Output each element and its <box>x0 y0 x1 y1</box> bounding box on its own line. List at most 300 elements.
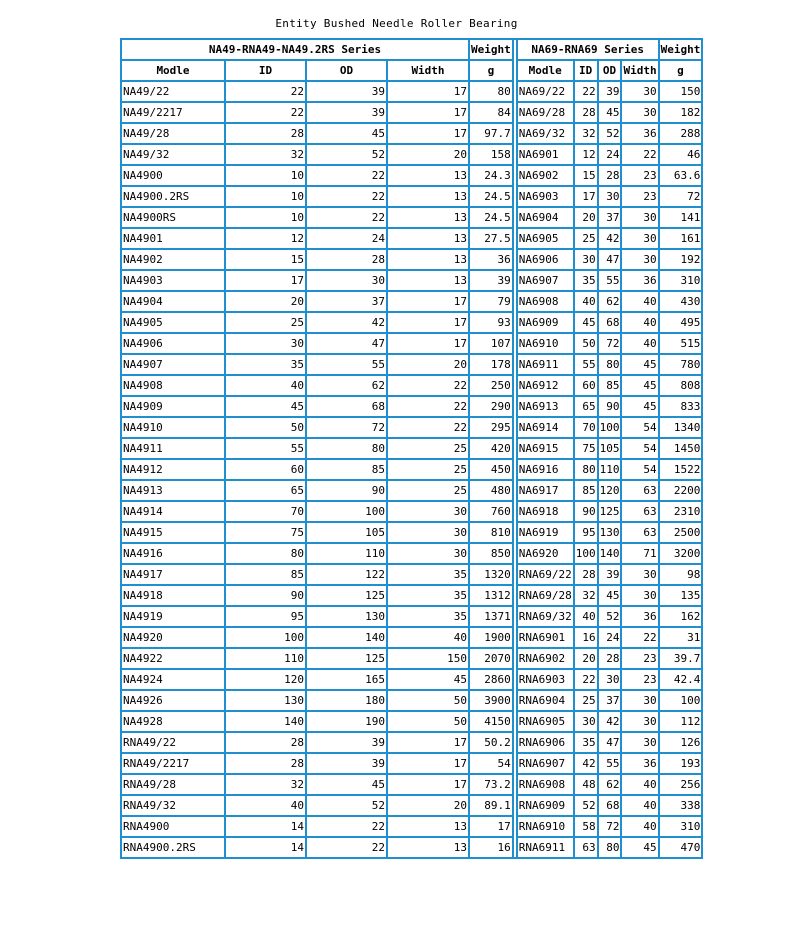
left-cell-width: 22 <box>387 417 469 438</box>
left-cell-model: NA4924 <box>121 669 225 690</box>
left-cell-width: 17 <box>387 774 469 795</box>
left-cell-model: NA4920 <box>121 627 225 648</box>
right-cell-od: 80 <box>598 354 622 375</box>
right-cell-width: 22 <box>621 627 658 648</box>
table-row <box>121 123 702 144</box>
left-cell-id: 45 <box>225 396 306 417</box>
right-cell-model: NA69/28 <box>517 102 574 123</box>
table-row <box>121 732 702 753</box>
left-cell-od: 122 <box>306 564 387 585</box>
left-cell-od: 165 <box>306 669 387 690</box>
left-cell-od: 22 <box>306 186 387 207</box>
right-cell-od: 55 <box>598 270 622 291</box>
right-cell-width: 30 <box>621 249 658 270</box>
left-cell-weight: 54 <box>469 753 513 774</box>
left-cell-model: NA4909 <box>121 396 225 417</box>
right-cell-od: 90 <box>598 396 622 417</box>
table-row <box>121 816 702 837</box>
right-cell-weight: 150 <box>659 81 703 102</box>
right-weight-header: Weight <box>659 39 703 60</box>
right-cell-model: RNA6910 <box>517 816 574 837</box>
left-cell-od: 68 <box>306 396 387 417</box>
left-cell-od: 39 <box>306 102 387 123</box>
right-cell-width: 40 <box>621 333 658 354</box>
left-cell-width: 13 <box>387 207 469 228</box>
right-cell-width: 30 <box>621 102 658 123</box>
table-row <box>121 753 702 774</box>
left-cell-id: 130 <box>225 690 306 711</box>
right-cell-model: NA6901 <box>517 144 574 165</box>
right-cell-id: 42 <box>574 753 598 774</box>
right-cell-model: NA6910 <box>517 333 574 354</box>
left-cell-id: 65 <box>225 480 306 501</box>
table-row <box>121 837 702 858</box>
right-cell-width: 30 <box>621 564 658 585</box>
right-cell-width: 40 <box>621 795 658 816</box>
left-cell-model: NA4905 <box>121 312 225 333</box>
left-cell-model: NA4915 <box>121 522 225 543</box>
right-cell-id: 32 <box>574 585 598 606</box>
left-cell-od: 45 <box>306 123 387 144</box>
table-row <box>121 627 702 648</box>
right-cell-model: RNA69/28 <box>517 585 574 606</box>
left-cell-od: 37 <box>306 291 387 312</box>
left-cell-weight: 80 <box>469 81 513 102</box>
left-cell-width: 30 <box>387 501 469 522</box>
left-cell-id: 22 <box>225 102 306 123</box>
right-col-model: Modle <box>517 60 574 81</box>
right-cell-weight: 310 <box>659 816 703 837</box>
left-cell-od: 85 <box>306 459 387 480</box>
left-cell-weight: 480 <box>469 480 513 501</box>
table-row <box>121 648 702 669</box>
left-cell-id: 40 <box>225 375 306 396</box>
left-cell-id: 40 <box>225 795 306 816</box>
left-cell-width: 25 <box>387 480 469 501</box>
left-cell-width: 150 <box>387 648 469 669</box>
right-cell-od: 68 <box>598 795 622 816</box>
left-col-width: Width <box>387 60 469 81</box>
left-cell-id: 140 <box>225 711 306 732</box>
left-cell-weight: 73.2 <box>469 774 513 795</box>
left-cell-width: 20 <box>387 144 469 165</box>
right-cell-model: RNA6908 <box>517 774 574 795</box>
table-row <box>121 480 702 501</box>
right-cell-id: 48 <box>574 774 598 795</box>
right-cell-model: RNA6904 <box>517 690 574 711</box>
left-cell-model: NA49/28 <box>121 123 225 144</box>
right-cell-width: 36 <box>621 123 658 144</box>
right-cell-width: 30 <box>621 690 658 711</box>
right-cell-weight: 256 <box>659 774 703 795</box>
right-cell-width: 30 <box>621 207 658 228</box>
left-cell-id: 10 <box>225 186 306 207</box>
left-cell-model: RNA49/28 <box>121 774 225 795</box>
right-cell-weight: 112 <box>659 711 703 732</box>
right-cell-model: NA6916 <box>517 459 574 480</box>
right-cell-width: 30 <box>621 228 658 249</box>
right-cell-od: 85 <box>598 375 622 396</box>
table-title: Entity Bushed Needle Roller Bearing <box>275 17 518 30</box>
left-cell-model: NA4908 <box>121 375 225 396</box>
right-cell-width: 36 <box>621 270 658 291</box>
left-cell-width: 13 <box>387 186 469 207</box>
right-cell-weight: 72 <box>659 186 703 207</box>
right-cell-width: 23 <box>621 648 658 669</box>
left-cell-width: 30 <box>387 543 469 564</box>
right-cell-weight: 63.6 <box>659 165 703 186</box>
right-cell-model: NA6906 <box>517 249 574 270</box>
right-cell-id: 75 <box>574 438 598 459</box>
right-cell-weight: 161 <box>659 228 703 249</box>
left-cell-model: RNA49/22 <box>121 732 225 753</box>
left-cell-model: NA4902 <box>121 249 225 270</box>
left-col-weight-unit: g <box>469 60 513 81</box>
right-cell-weight: 39.7 <box>659 648 703 669</box>
right-cell-width: 45 <box>621 354 658 375</box>
left-cell-weight: 450 <box>469 459 513 480</box>
right-cell-od: 100 <box>598 417 622 438</box>
left-cell-weight: 2070 <box>469 648 513 669</box>
left-cell-id: 70 <box>225 501 306 522</box>
right-cell-model: RNA6911 <box>517 837 574 858</box>
left-cell-weight: 1900 <box>469 627 513 648</box>
table-row <box>121 459 702 480</box>
right-cell-weight: 126 <box>659 732 703 753</box>
left-cell-model: NA49/22 <box>121 81 225 102</box>
right-cell-od: 52 <box>598 606 622 627</box>
left-cell-model: NA49/32 <box>121 144 225 165</box>
right-cell-id: 58 <box>574 816 598 837</box>
right-cell-od: 140 <box>598 543 622 564</box>
right-cell-weight: 1340 <box>659 417 703 438</box>
left-cell-width: 25 <box>387 438 469 459</box>
left-cell-od: 28 <box>306 249 387 270</box>
left-cell-od: 22 <box>306 207 387 228</box>
left-cell-model: NA4926 <box>121 690 225 711</box>
left-cell-width: 17 <box>387 732 469 753</box>
right-cell-model: NA6904 <box>517 207 574 228</box>
left-cell-id: 20 <box>225 291 306 312</box>
table-row <box>121 228 702 249</box>
left-cell-width: 17 <box>387 123 469 144</box>
right-cell-id: 20 <box>574 207 598 228</box>
right-cell-od: 39 <box>598 81 622 102</box>
right-cell-weight: 1450 <box>659 438 703 459</box>
right-cell-od: 24 <box>598 627 622 648</box>
left-cell-od: 39 <box>306 81 387 102</box>
left-cell-id: 14 <box>225 837 306 858</box>
right-cell-weight: 100 <box>659 690 703 711</box>
right-cell-id: 15 <box>574 165 598 186</box>
right-cell-id: 40 <box>574 291 598 312</box>
right-cell-id: 85 <box>574 480 598 501</box>
right-col-id: ID <box>574 60 598 81</box>
right-cell-id: 22 <box>574 81 598 102</box>
left-cell-width: 30 <box>387 522 469 543</box>
right-cell-id: 12 <box>574 144 598 165</box>
left-cell-id: 15 <box>225 249 306 270</box>
right-cell-width: 40 <box>621 312 658 333</box>
right-cell-od: 62 <box>598 291 622 312</box>
right-cell-model: NA6907 <box>517 270 574 291</box>
left-cell-weight: 16 <box>469 837 513 858</box>
left-cell-weight: 850 <box>469 543 513 564</box>
left-cell-od: 105 <box>306 522 387 543</box>
right-cell-id: 60 <box>574 375 598 396</box>
right-cell-width: 54 <box>621 438 658 459</box>
left-cell-id: 32 <box>225 774 306 795</box>
table-row <box>121 102 702 123</box>
left-cell-weight: 158 <box>469 144 513 165</box>
right-cell-model: NA6908 <box>517 291 574 312</box>
right-cell-width: 40 <box>621 774 658 795</box>
right-cell-model: RNA6905 <box>517 711 574 732</box>
left-cell-width: 35 <box>387 564 469 585</box>
left-cell-od: 72 <box>306 417 387 438</box>
left-cell-model: RNA49/32 <box>121 795 225 816</box>
right-cell-width: 36 <box>621 753 658 774</box>
table-row <box>121 522 702 543</box>
right-cell-weight: 42.4 <box>659 669 703 690</box>
right-cell-model: RNA6903 <box>517 669 574 690</box>
right-cell-weight: 1522 <box>659 459 703 480</box>
right-cell-weight: 780 <box>659 354 703 375</box>
right-cell-id: 25 <box>574 228 598 249</box>
right-cell-model: NA6902 <box>517 165 574 186</box>
left-cell-id: 30 <box>225 333 306 354</box>
left-cell-od: 140 <box>306 627 387 648</box>
table-row <box>121 375 702 396</box>
left-cell-id: 10 <box>225 165 306 186</box>
right-cell-od: 80 <box>598 837 622 858</box>
left-cell-od: 52 <box>306 144 387 165</box>
right-cell-model: NA6909 <box>517 312 574 333</box>
left-cell-weight: 295 <box>469 417 513 438</box>
right-cell-weight: 3200 <box>659 543 703 564</box>
right-cell-od: 130 <box>598 522 622 543</box>
right-cell-model: NA69/32 <box>517 123 574 144</box>
right-cell-model: RNA6902 <box>517 648 574 669</box>
right-cell-model: NA6915 <box>517 438 574 459</box>
left-cell-model: NA4900RS <box>121 207 225 228</box>
right-cell-weight: 162 <box>659 606 703 627</box>
left-cell-model: NA4900 <box>121 165 225 186</box>
left-weight-header: Weight <box>469 39 513 60</box>
left-cell-width: 17 <box>387 102 469 123</box>
right-cell-weight: 31 <box>659 627 703 648</box>
right-cell-model: NA6905 <box>517 228 574 249</box>
left-cell-width: 20 <box>387 354 469 375</box>
right-cell-width: 45 <box>621 375 658 396</box>
left-cell-id: 75 <box>225 522 306 543</box>
left-cell-width: 13 <box>387 270 469 291</box>
right-cell-od: 28 <box>598 648 622 669</box>
right-cell-id: 63 <box>574 837 598 858</box>
table-row <box>121 333 702 354</box>
left-cell-id: 80 <box>225 543 306 564</box>
left-cell-weight: 84 <box>469 102 513 123</box>
left-cell-weight: 4150 <box>469 711 513 732</box>
left-series-header: NA49-RNA49-NA49.2RS Series <box>121 39 469 60</box>
left-cell-model: NA4907 <box>121 354 225 375</box>
right-cell-od: 62 <box>598 774 622 795</box>
table-row <box>121 291 702 312</box>
right-cell-weight: 470 <box>659 837 703 858</box>
right-cell-model: NA6912 <box>517 375 574 396</box>
left-cell-model: RNA4900 <box>121 816 225 837</box>
table-row <box>121 669 702 690</box>
right-cell-id: 28 <box>574 564 598 585</box>
right-cell-width: 71 <box>621 543 658 564</box>
left-cell-id: 95 <box>225 606 306 627</box>
left-cell-od: 22 <box>306 165 387 186</box>
right-cell-id: 45 <box>574 312 598 333</box>
left-cell-weight: 36 <box>469 249 513 270</box>
right-cell-id: 25 <box>574 690 598 711</box>
right-cell-weight: 98 <box>659 564 703 585</box>
left-cell-id: 35 <box>225 354 306 375</box>
left-cell-od: 42 <box>306 312 387 333</box>
left-cell-od: 22 <box>306 837 387 858</box>
bearing-spec-table <box>120 38 703 859</box>
right-col-width: Width <box>621 60 658 81</box>
left-cell-weight: 2860 <box>469 669 513 690</box>
left-cell-width: 22 <box>387 396 469 417</box>
left-cell-width: 22 <box>387 375 469 396</box>
right-cell-weight: 141 <box>659 207 703 228</box>
left-cell-weight: 1371 <box>469 606 513 627</box>
left-cell-od: 80 <box>306 438 387 459</box>
right-cell-model: RNA6907 <box>517 753 574 774</box>
right-cell-width: 63 <box>621 480 658 501</box>
left-cell-id: 10 <box>225 207 306 228</box>
right-cell-od: 125 <box>598 501 622 522</box>
left-cell-weight: 50.2 <box>469 732 513 753</box>
right-cell-od: 47 <box>598 732 622 753</box>
right-cell-id: 20 <box>574 648 598 669</box>
right-cell-width: 23 <box>621 669 658 690</box>
left-cell-od: 110 <box>306 543 387 564</box>
table-row <box>121 270 702 291</box>
left-cell-model: NA4916 <box>121 543 225 564</box>
left-cell-weight: 420 <box>469 438 513 459</box>
column-header-row <box>121 60 702 81</box>
table-row <box>121 417 702 438</box>
right-cell-id: 30 <box>574 711 598 732</box>
left-cell-id: 22 <box>225 81 306 102</box>
right-cell-weight: 182 <box>659 102 703 123</box>
right-cell-model: NA6917 <box>517 480 574 501</box>
right-cell-width: 30 <box>621 585 658 606</box>
left-cell-model: NA4904 <box>121 291 225 312</box>
right-cell-id: 40 <box>574 606 598 627</box>
left-cell-width: 13 <box>387 165 469 186</box>
left-cell-width: 13 <box>387 816 469 837</box>
left-cell-id: 17 <box>225 270 306 291</box>
right-cell-width: 63 <box>621 522 658 543</box>
right-cell-id: 22 <box>574 669 598 690</box>
right-cell-id: 90 <box>574 501 598 522</box>
left-cell-weight: 1320 <box>469 564 513 585</box>
right-cell-weight: 495 <box>659 312 703 333</box>
right-cell-weight: 808 <box>659 375 703 396</box>
right-cell-width: 30 <box>621 81 658 102</box>
right-cell-width: 54 <box>621 459 658 480</box>
left-cell-weight: 89.1 <box>469 795 513 816</box>
right-cell-od: 24 <box>598 144 622 165</box>
left-cell-id: 85 <box>225 564 306 585</box>
left-cell-width: 35 <box>387 606 469 627</box>
right-cell-weight: 515 <box>659 333 703 354</box>
right-cell-od: 55 <box>598 753 622 774</box>
table-row <box>121 774 702 795</box>
right-cell-model: NA69/22 <box>517 81 574 102</box>
table-row <box>121 354 702 375</box>
right-cell-model: NA6913 <box>517 396 574 417</box>
left-cell-od: 130 <box>306 606 387 627</box>
right-cell-weight: 2500 <box>659 522 703 543</box>
left-cell-model: NA4913 <box>121 480 225 501</box>
left-cell-id: 55 <box>225 438 306 459</box>
left-cell-model: NA4911 <box>121 438 225 459</box>
right-cell-model: NA6920 <box>517 543 574 564</box>
right-cell-od: 72 <box>598 816 622 837</box>
left-col-od: OD <box>306 60 387 81</box>
right-cell-weight: 430 <box>659 291 703 312</box>
left-cell-weight: 178 <box>469 354 513 375</box>
left-cell-od: 125 <box>306 648 387 669</box>
right-cell-od: 42 <box>598 228 622 249</box>
left-cell-model: RNA4900.2RS <box>121 837 225 858</box>
left-cell-width: 13 <box>387 228 469 249</box>
right-series-header: NA69-RNA69 Series <box>517 39 659 60</box>
table-row <box>121 144 702 165</box>
left-cell-id: 28 <box>225 123 306 144</box>
left-cell-od: 52 <box>306 795 387 816</box>
left-cell-id: 90 <box>225 585 306 606</box>
left-cell-id: 100 <box>225 627 306 648</box>
table-body <box>121 39 702 858</box>
right-cell-id: 55 <box>574 354 598 375</box>
table-row <box>121 438 702 459</box>
right-cell-id: 65 <box>574 396 598 417</box>
left-cell-width: 20 <box>387 795 469 816</box>
left-cell-weight: 250 <box>469 375 513 396</box>
right-cell-id: 28 <box>574 102 598 123</box>
right-cell-od: 37 <box>598 690 622 711</box>
right-cell-od: 42 <box>598 711 622 732</box>
left-cell-width: 35 <box>387 585 469 606</box>
left-cell-width: 17 <box>387 291 469 312</box>
right-cell-od: 52 <box>598 123 622 144</box>
left-cell-weight: 24.5 <box>469 207 513 228</box>
right-cell-weight: 288 <box>659 123 703 144</box>
right-cell-od: 68 <box>598 312 622 333</box>
table-row <box>121 81 702 102</box>
table-row <box>121 396 702 417</box>
right-cell-model: RNA69/32 <box>517 606 574 627</box>
right-cell-od: 45 <box>598 585 622 606</box>
left-cell-id: 25 <box>225 312 306 333</box>
right-cell-weight: 338 <box>659 795 703 816</box>
right-cell-width: 63 <box>621 501 658 522</box>
right-cell-model: NA6918 <box>517 501 574 522</box>
left-cell-width: 40 <box>387 627 469 648</box>
left-cell-weight: 24.3 <box>469 165 513 186</box>
left-cell-id: 28 <box>225 753 306 774</box>
table-row <box>121 585 702 606</box>
